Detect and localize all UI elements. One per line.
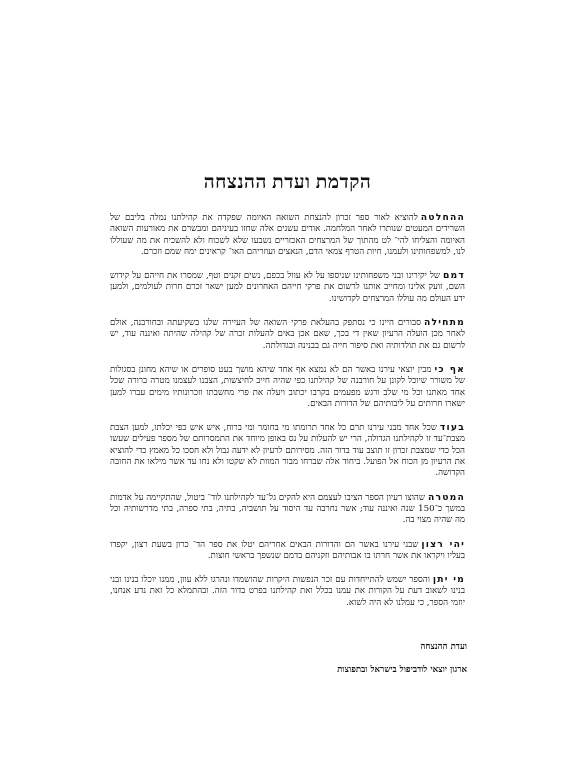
paragraph (110, 364, 465, 410)
paragraph-text: מבין יוצאי עירנו באשר הם לא נמצא אף אחד שיהא מושך בעט סופרים או שיהא מחונן בסגולות של משורר שיוכל לקונן על חורבנה של קהילתנו כפי שהיה חייב לחיצשות, הצבנו לעצמנו מטרה ברורה שכל אחד מאתנו וכל מי שלב ורגש מפעמים בקרבו יכתוב ויעלה את פרי מחשבתו וזכרונותיו מימים עברו למען ישארו חרותים על ליבותיהם של הדורות הבאים. (110, 364, 465, 409)
paragraph (110, 270, 465, 305)
paragraph-text: שכל אחד מבני עירנו תרם כל אחד תרומתו מי בחומר ומי ברוח, איש איש כפי יכלתו, למען הצבת מצבת־עד זו לקהילתנו הגדולה, הרי יש להעלות על נס באופן מיוחד את התמסרותם של מספר פעילים שעשו הכל כדי שמצבת זכרון זו תוצב עוד בדור הזה. מסירותם לרעיון לא ידעה גבול ולא חסכו כל מאמץ כדי להוציא את הרעיון מן הכוח אל הפועל. ביחוד אלה שברחו מבור המוות לא שקטו ולא נחו עד אשר מילאו את החובה הקדושה. (110, 423, 465, 479)
signature-block (337, 636, 467, 682)
paragraph (110, 539, 465, 563)
paragraph-lead: יהי רצון (421, 538, 465, 550)
paragraph-lead: אף כי (434, 363, 466, 375)
document-body (110, 212, 465, 621)
paragraph (110, 574, 465, 609)
paragraph (110, 317, 465, 352)
paragraph-text: סבורים היינו כי נסתפק בהעלאת פרקי השואה של העיירה שלנו בשקיעתה ובחורבנה, אולם לאחר מכן הועלה הרעיון שאין די בכך, שאם אכן באים להעלות זכרה של קהילה שהיתה ואיננה עוד, יש לרשום גם את תולדותיה ואת סיפור חייה גם בבנינה ובגדולתה. (110, 318, 465, 351)
paragraph-lead: מתחילה (423, 317, 465, 329)
paragraph-lead: המטרה (427, 491, 465, 503)
paragraph-lead: ההחלטה (420, 212, 465, 223)
paragraph-text: והספר ישמש להתייחדות עם זכר הנפשות היקרות שהושמדו ונהרגו ללא עוון, ממנו יוכלו בנינו ובני בנינו לשאוב דעת על הקורות את עמנו בכלל ואת קהילתנו בפרט בדור הזה. ובהתמלא כל זאת נדע אנחנו, יוזמי הספר, כי עמלנו לא היה לשוא. (110, 575, 465, 608)
signature-organization: ארגון יוצאי לודביפול בישראל ובתפוצות (337, 665, 467, 675)
paragraph-lead: בעוד (439, 422, 465, 434)
paragraph (110, 422, 465, 479)
paragraph (110, 492, 465, 527)
paragraph (110, 212, 465, 258)
paragraph-text: שהוצו רעיון הספר הציבו לעצמם היא להקים גל־עד לקהילתנו לוד־ ביטול, שהתקיימה על אדמות במשך כ־150 שנה ואיננה עוד; אשר נחרבה עד היסוד על תושביה, בתיה, בתי ספרה, בתי מדרשותיה וכל מה שהיה מצוי בה. (110, 492, 466, 526)
page-title: הקדמת ועדת ההנצחה (203, 172, 372, 193)
paragraph-text: של יקירינו ובני משפחותינו שניספו על לא עוול בכפם, נשים זקנים וטף, שמסרו את חייהם על קידוש השם, זועק אלינו ומחייב אותנו לרשום את פרקי חייהם האחרונים למען ישאר זכרם חרות לעולמים, ולמען ידע העולם מה עוללו המרצחים לקדושינו. (110, 271, 465, 304)
paragraph-lead: דמם (442, 270, 465, 282)
paragraph-lead: מי יתן (432, 574, 465, 586)
signature-committee: ועדת ההנצחה (420, 642, 467, 652)
paragraph-text: שבני עירנו באשר הם והדורות הבאים אחריהם יטלו את ספר הד־ כרון בשעת רצון, יקפדו בעליו ויקראו את אשר חרתו בו אבותיהם וזקניהם בדמם שנשפך בראשי חוצות. (110, 539, 465, 561)
paragraph-text: להוציא לאור ספר זכרון להנצחת השואה האיומה שפקדה את קהילתנו נמלה בליבם של השרידים המעטים שנותרו לאחר המלחמה. אודים עשנים אלה שחזו בעיניהם ומבשרם את מאורעות השואה האיומה והצליחו להי־ לט מהתוך של המרצחים האכזריים נשבעו שלא לשכוח ולא להשכיח את מה שעוללו לנו, למשפחותינו ולעמנו, חיות הטרף צמאי הדם, הנאצים ועוזריהם האו־ קראינים ימח שמם וזכרם. (110, 213, 465, 257)
